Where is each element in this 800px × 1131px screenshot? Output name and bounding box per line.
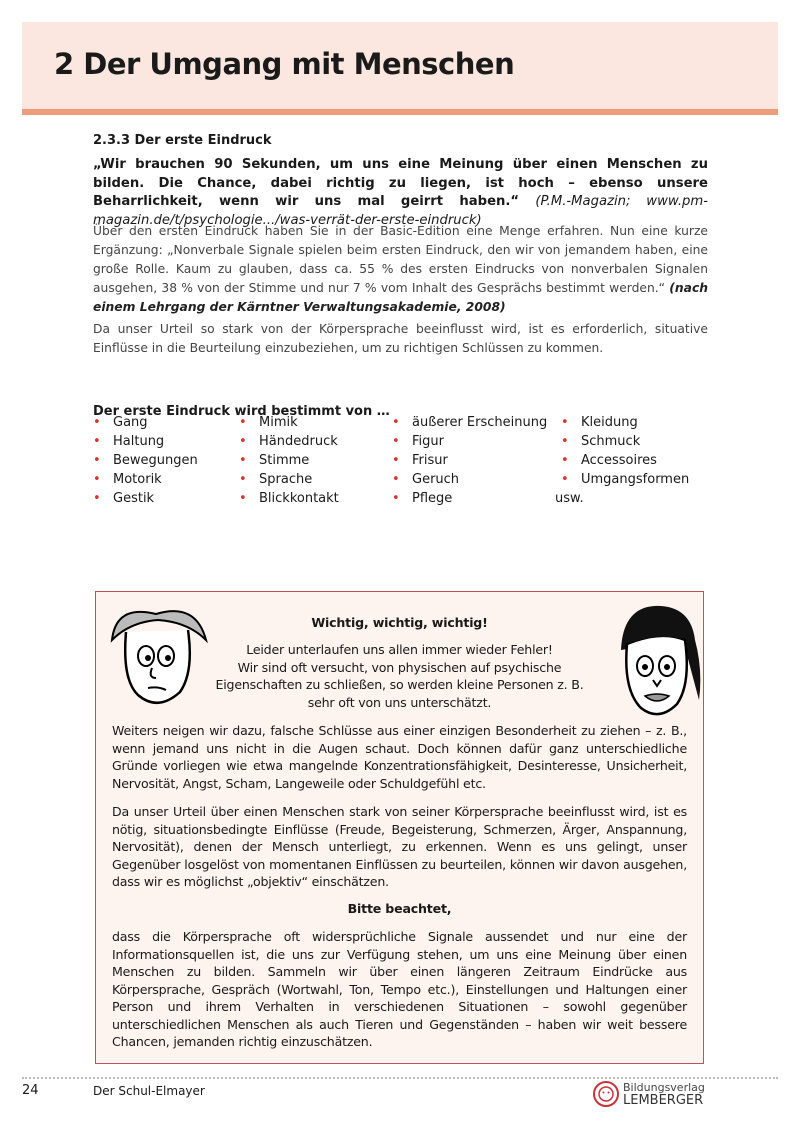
list-suffix: usw. (555, 491, 584, 506)
box-title: Wichtig, wichtig, wichtig! (311, 615, 488, 630)
intro-line: Wir sind oft versucht, von physischen auf psychische (237, 659, 562, 675)
list-heading: Der erste Eindruck wird bestimmt von … (93, 404, 390, 419)
list-item: • Motorik (93, 470, 198, 489)
lion-logo-icon (593, 1080, 619, 1108)
quote-text: „Wir brauchen 90 Sekunden, um uns eine Meinung über einen Menschen zu bilden. Die Chance, dabei richtig zu liegen, ist hoch – ebenso unsere Beharrlichkeit, wenn wir uns mal geirrt haben.“ (93, 157, 708, 209)
paragraph-1 (93, 222, 708, 317)
intro-line: Eigenschaften zu schließen, so werden kleine Personen z. B. (215, 677, 584, 692)
paragraph-1-text: Über den ersten Eindruck haben Sie in der Basic-Edition eine Menge erfahren. Nun eine kurze Ergänzung: „Nonverbale Signale spielen beim ersten Eindruck, den wir von jemandem haben, eine große Rolle. Kaum zu glauben, dass ca. 55 % des ersten Eindrucks von nonverbalen Signalen ausgehen, 38 % von der Stimme und nur 7 % vom Inhalt des Gesprächs bestimmt werden.“ (93, 224, 708, 295)
list-item: • Haltung (93, 432, 198, 451)
chapter-title: 2 Der Umgang mit Menschen (54, 47, 515, 81)
intro-line: Leider unterlaufen uns allen immer wieder Fehler! (246, 642, 553, 657)
publisher-name-line1: Bildungsverlag (623, 1081, 705, 1094)
list-item: • Kleidung (561, 413, 689, 432)
list-item: • Bewegungen (93, 451, 198, 470)
box-paragraph-2: Da unser Urteil über einen Menschen stark von seiner Körpersprache beeinflusst wird, ist es nötig, situationsbedingte Einflüsse (Freude, Begeisterung, Schmerzen, Ärger, Anspannung, Nervosität), denen der Mensch unterliegt, zu erkennen. Wenn es uns gelingt, unser Gegenüber losgelöst von momentanen Einflüssen zu beurteilen, können wir davon ausgehen, dass wir es möglichst „objektiv“ einschätzen. (112, 804, 687, 889)
box-paragraph-1: Weiters neigen wir dazu, falsche Schlüsse aus einer einzigen Besonderheit zu ziehen – z. B., wenn jemand uns nicht in die Augen schaut. Doch können dafür ganz unterschiedliche Gründe vorliegen wie etwa mangelnde Konzentrationsfähigkeit, Desinteresse, Unsicherheit, Nervosität, Angst, Scham, Langeweile oder Schuldgefühl etc. (112, 723, 687, 791)
paragraph-1-source: (nach einem Lehrgang der Kärntner Verwaltungsakademie, 2008) (93, 281, 708, 314)
list-item: • äußerer Erscheinung (392, 413, 547, 432)
paragraph-2: Da unser Urteil so stark von der Körpersprache beeinflusst wird, ist es erforderlich, situative Einflüsse in die Beurteilung einzubeziehen, um zu richtigen Schlüssen zu kommen. (93, 322, 708, 355)
publisher-name-line2: LEMBERGER (623, 1093, 704, 1108)
intro-line: sehr oft von uns unterschätzt. (307, 694, 492, 710)
list-item: • Gestik (93, 489, 198, 508)
list-item: • Händedruck (239, 432, 339, 451)
list-item: • Schmuck (561, 432, 689, 451)
header-divider (22, 109, 778, 115)
list-item: • Figur (392, 432, 547, 451)
intro-quote (93, 156, 708, 230)
list-column-4 (555, 413, 690, 508)
footer-divider (22, 1077, 778, 1079)
list-item: • Frisur (392, 451, 547, 470)
box-paragraph-3: dass die Körpersprache oft widersprüchliche Signale aussendet und nur eine der Informationsquellen ist, die uns zur Verfügung stehen, um uns eine Meinung über einen Menschen zu bilden. Sammeln wir über einen längeren Zeitraum Eindrücke aus Körpersprache, Gespräch (Wortwahl, Ton, Tempo etc.), Einstellungen und Haltungen einer Person und ihrem Verhalten in verschiedenen Situationen – sowohl gegenüber unterschiedlichen Menschen als auch Tieren und Gegenständen – haben wir weit bessere Chancen, jemanden richtig einzuschätzen. (112, 929, 687, 1049)
list-item: • Accessoires (561, 451, 689, 470)
list-item: • Geruch (392, 470, 547, 489)
list-item: • Gang (93, 413, 198, 432)
list-item: • Umgangsformen (561, 470, 689, 489)
list-column-1 (93, 413, 198, 508)
box-subtitle: Bitte beachtet, (347, 901, 452, 916)
list-item: • Sprache (239, 470, 339, 489)
list-column-3 (392, 413, 547, 508)
important-box (95, 591, 704, 1064)
list-item: • Pflege (392, 489, 547, 508)
list-item: • Stimme (239, 451, 339, 470)
book-title: Der Schul-Elmayer (93, 1084, 205, 1098)
box-intro (216, 641, 583, 711)
list-column-2 (239, 413, 339, 508)
page-number: 24 (22, 1083, 39, 1098)
list-item: • Mimik (239, 413, 339, 432)
quote-source: (P.M.-Magazin; www.pm-magazin.de/t/psychologie.../was-verrät-der-erste-eindruck) (93, 194, 708, 228)
list-item: • Blickkontakt (239, 489, 339, 508)
publisher-logo (593, 1080, 705, 1108)
section-heading: 2.3.3 Der erste Eindruck (93, 133, 272, 148)
